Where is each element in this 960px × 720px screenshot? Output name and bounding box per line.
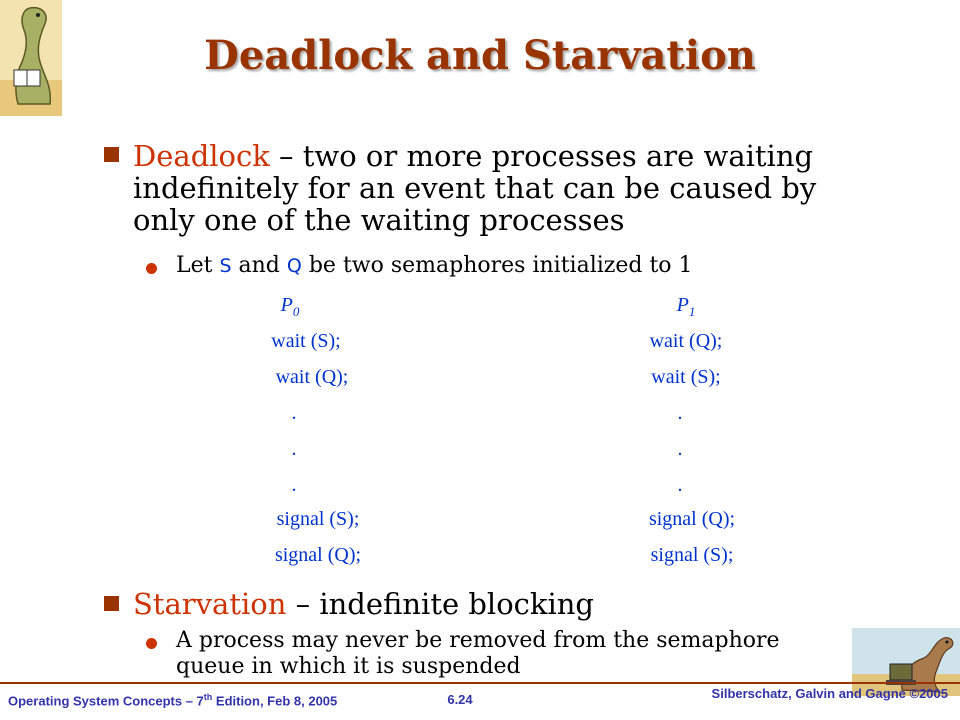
deadlock-bullet bbox=[133, 140, 833, 236]
p1-line: wait (Q); bbox=[649, 330, 723, 352]
deadlock-term: Deadlock bbox=[133, 139, 270, 173]
starvation-sub-line-1: A process may never be removed from the semaphore bbox=[176, 628, 780, 653]
p1-line: wait (S); bbox=[651, 366, 721, 388]
p0-line: signal (S); bbox=[276, 508, 360, 530]
deadlock-text: – two or more processes are waiting bbox=[269, 139, 814, 173]
init-text: be two semaphores initialized to 1 bbox=[301, 253, 693, 278]
p1-letter: P bbox=[676, 294, 689, 316]
circle-bullet-icon bbox=[146, 263, 157, 274]
footer-course-sup: th bbox=[203, 692, 213, 702]
p0-line: . bbox=[291, 438, 297, 460]
starvation-text: – indefinite blocking bbox=[286, 587, 594, 621]
square-bullet-icon bbox=[104, 147, 119, 162]
p0-line: wait (Q); bbox=[275, 366, 349, 388]
footer-divider bbox=[0, 682, 960, 684]
p0-line: wait (S); bbox=[271, 330, 341, 352]
deadlock-line-1 bbox=[133, 140, 833, 172]
starvation-subbullet bbox=[176, 628, 836, 680]
starvation-term: Starvation bbox=[133, 587, 287, 621]
p1-line: signal (S); bbox=[650, 544, 734, 566]
p1-line: signal (Q); bbox=[648, 508, 736, 530]
slide-title: Deadlock and Starvation bbox=[204, 32, 756, 79]
p0-line: signal (Q); bbox=[274, 544, 362, 566]
p0-line: . bbox=[291, 474, 297, 496]
footer-authors: Silberschatz, Galvin and Gagne ©2005 bbox=[711, 686, 948, 701]
semaphore-q: Q bbox=[286, 255, 302, 277]
p0-letter: P bbox=[280, 294, 293, 316]
p0-header bbox=[160, 294, 420, 320]
p0-line: . bbox=[291, 402, 297, 424]
p1-line: . bbox=[677, 474, 683, 496]
p1-subscript: 1 bbox=[688, 304, 696, 319]
square-bullet-icon bbox=[104, 596, 119, 611]
deadlock-line-2: indefinitely for an event that can be caused by bbox=[133, 171, 817, 205]
and-text: and bbox=[231, 253, 287, 278]
p0-subscript: 0 bbox=[292, 304, 300, 319]
p1-line: . bbox=[677, 402, 683, 424]
semaphore-s: S bbox=[219, 255, 232, 277]
semaphore-subbullet bbox=[176, 253, 826, 279]
p1-line: . bbox=[677, 438, 683, 460]
p1-header bbox=[556, 294, 816, 320]
circle-bullet-icon bbox=[146, 638, 157, 649]
footer-course-prefix: Operating System Concepts – 7 bbox=[8, 693, 204, 709]
let-text: Let bbox=[176, 253, 220, 278]
starvation-sub-line-2: queue in which it is suspended bbox=[176, 654, 521, 679]
footer-course bbox=[8, 692, 337, 708]
deadlock-line-3: only one of the waiting processes bbox=[133, 203, 625, 237]
footer-course-suffix: Edition, Feb 8, 2005 bbox=[212, 693, 338, 709]
footer-page-number: 6.24 bbox=[447, 692, 473, 707]
starvation-bullet bbox=[133, 588, 833, 620]
